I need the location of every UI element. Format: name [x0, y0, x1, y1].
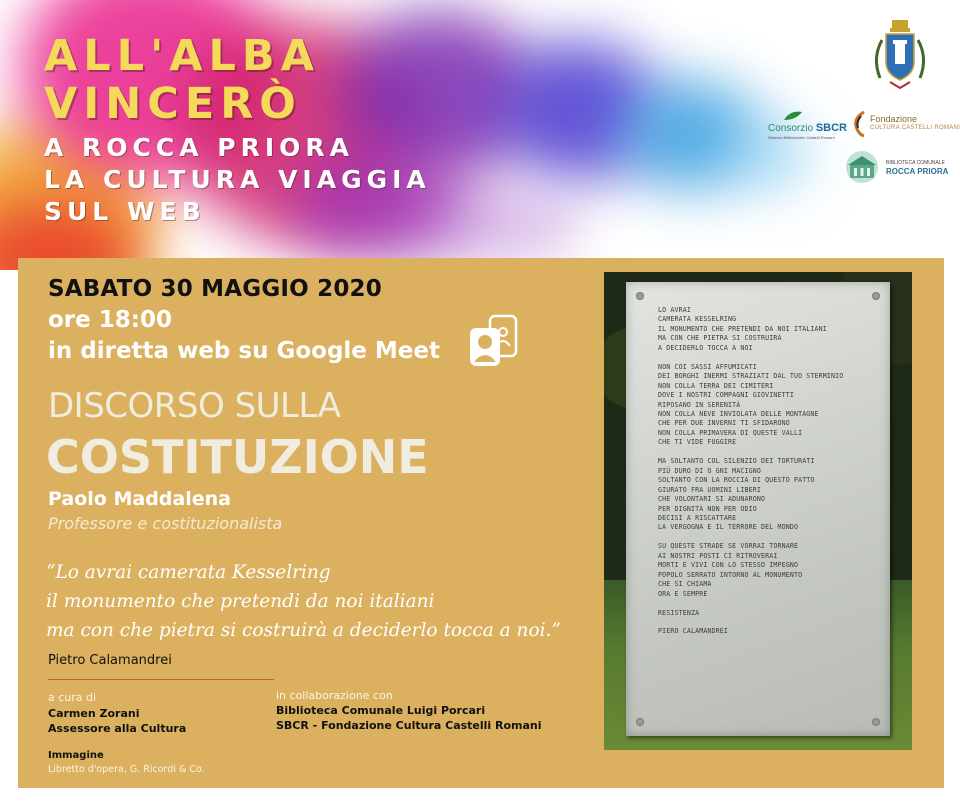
image-credit-label: Immagine — [48, 750, 104, 761]
quote-line-2: il monumento che pretendi da noi italiani — [46, 591, 435, 612]
sbcr-acronym: SBCR — [815, 122, 847, 134]
talk-title-line-2: COSTITUZIONE — [46, 430, 429, 484]
quote-line-3: ma con che pietra si costruirà a deciderlo tocca a noi.” — [46, 620, 561, 641]
event-location: in diretta web su Google Meet — [48, 338, 440, 364]
speaker-role: Professore e costituzionalista — [48, 514, 283, 533]
fondazione-name: Fondazione — [870, 114, 918, 124]
subtitle-line-1: A ROCCA PRIORA — [44, 133, 355, 162]
plaque-bolt — [872, 718, 880, 726]
sbcr-name: Consorzio — [768, 123, 814, 134]
event-time: ore 18:00 — [48, 307, 172, 333]
title-line-2: VINCERÒ — [44, 79, 302, 129]
curator-role: Assessore alla Cultura — [48, 722, 187, 735]
plaque-bolt — [872, 292, 880, 300]
talk-title-line-1: DISCORSO SULLA — [48, 386, 341, 426]
plaque-bolt — [636, 292, 644, 300]
video-call-icon — [468, 314, 524, 370]
leaf-icon — [782, 110, 804, 122]
curator-name: Carmen Zorani — [48, 707, 140, 720]
biblioteca-line-2: ROCCA PRIORA — [886, 167, 949, 176]
sbcr-subtitle: Sistema Bibliotecario Castelli Romani — [768, 135, 835, 140]
collaborator-1: Biblioteca Comunale Luigi Porcari — [276, 704, 486, 717]
quote-author: Pietro Calamandrei — [48, 653, 172, 668]
logo-biblioteca — [842, 150, 952, 184]
collaboration-label: in collaborazione con — [276, 689, 393, 702]
biblioteca-line-1: BIBLIOTECA COMUNALE — [886, 160, 945, 166]
logo-fondazione — [852, 108, 960, 142]
subtitle-line-2: LA CULTURA VIAGGIA — [44, 165, 431, 194]
fondazione-mark-icon — [852, 110, 866, 138]
quote-text — [46, 558, 561, 645]
fondazione-subtitle: CULTURA CASTELLI ROMANI — [870, 125, 960, 131]
collaborator-2: SBCR - Fondazione Cultura Castelli Romani — [276, 719, 542, 732]
speaker-name: Paolo Maddalena — [48, 488, 231, 510]
municipal-crest-icon — [868, 18, 932, 92]
plaque-inscription: LO AVRAI CAMERATA KESSELRING IL MONUMENTO CHE PRETENDI DA NOI ITALIANI MA CON CHE PIETRA SI COSTRUIRÀ A DECIDERLO TOCCA A NOI NON COI SASSI AFFUMICATI DEI BORGHI INERMI STRAZIATI DAL TUO STERMINIO NON COLLA TERRA DEI CIMITERI DOVE I NOSTRI COMPAGNI GIOVINETTI RIPOSANO IN SERENITÀ NON COLLA NEVE INVIOLATA DELLE MONTAGNE CHE PER DUE INVERNI TI SFIDARONO NON COLLA PRIMAVERA DI QUESTE VALLI CHE TI VIDE FUGGIRE MA SOLTANTO COL SILENZIO DEI TORTURATI PIÙ DURO DI O GNI MACIGNO SOLTANTO CON LA ROCCIA DI QUESTO PATTO GIURATO FRA UOMINI LIBERI CHE VOLONTARI SI ADUNARONO PER DIGNITÀ NON PER ODIO DECISI A RISCATTARE LA VERGOGNA E IL TERRORE DEL MONDO SU QUESTE STRADE SE VORRAI TORNARE AI NOSTRI POSTI CI RITROVERAI MORTI E VIVI CON LO STESSO IMPEGNO POPOLO SERRATO INTORNO AL MONUMENTO CHE SI CHIAMA ORA E SEMPRE RESISTENZA PIERO CALAMANDREI — [658, 306, 844, 636]
curated-by-label: a cura di — [48, 691, 97, 704]
title-line-1: ALL'ALBA — [44, 31, 320, 81]
event-series-title — [44, 32, 431, 228]
divider — [48, 679, 274, 680]
quote-line-1: “Lo avrai camerata Kesselring — [46, 562, 331, 583]
subtitle-line-3: SUL WEB — [44, 197, 206, 226]
plaque-bolt — [636, 718, 644, 726]
library-building-icon — [842, 150, 882, 184]
event-date: SABATO 30 MAGGIO 2020 — [48, 276, 382, 302]
logo-consorzio-sbcr — [768, 110, 846, 142]
image-credit-source: Libretto d'opera, G. Ricordi & Co. — [48, 764, 205, 775]
